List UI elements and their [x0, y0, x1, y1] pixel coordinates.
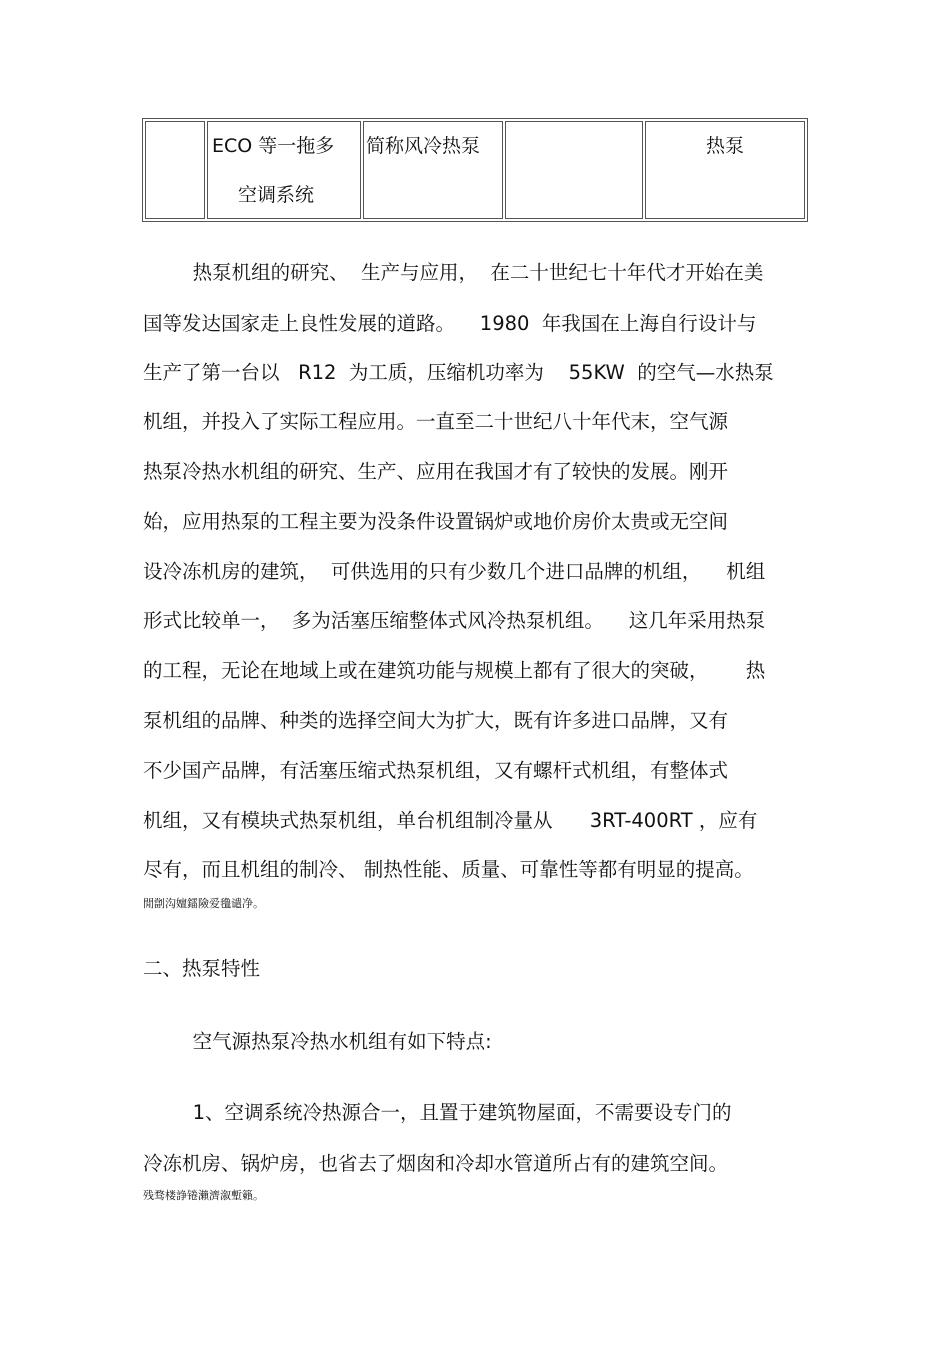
item-1-line: 1、空调系统冷热源合一，且置于建筑物屋面，不需要设专门的	[143, 1101, 732, 1124]
paragraph-1-footnote: 閒劏沟嬗鐳險爱氇谴净。	[143, 897, 264, 910]
paragraph-1-line: 机组，并投入了实际工程应用。一直至二十世纪八十年代末，空气源	[143, 410, 729, 433]
paragraph-1-line: 设冷冻机房的建筑， 可供选用的只有少数几个进口品牌的机组， 机组	[143, 560, 766, 583]
section-2-heading: 二、热泵特性	[143, 957, 261, 980]
section-2-intro: 空气源热泵冷热水机组有如下特点:	[143, 1030, 492, 1053]
paragraph-1-line: 形式比较单一， 多为活塞压缩整体式风冷热泵机组。 这几年采用热泵	[143, 609, 766, 632]
info-table	[142, 118, 808, 222]
table-cell-4	[505, 121, 643, 219]
paragraph-1-line: 不少国产品牌，有活塞压缩式热泵机组，又有螺杆式机组，有整体式	[143, 759, 729, 782]
paragraph-1-line: 热泵机组的研究、 生产与应用， 在二十世纪七十年代才开始在美	[143, 261, 764, 284]
table-cell-3: 简称风冷热泵	[363, 121, 503, 219]
paragraph-1-line: 始，应用热泵的工程主要为没条件设置锅炉或地价房价太贵或无空间	[143, 510, 729, 533]
table-cell-5-text: 热泵	[705, 135, 744, 157]
paragraph-1-line: 生产了第一台以 R12 为工质，压缩机功率为 55KW 的空气—水热泵	[143, 361, 774, 384]
paragraph-1-line: 机组，又有模块式热泵机组，单台机组制冷量从 3RT-400RT ，应有	[143, 809, 758, 832]
table-cell-2	[207, 121, 361, 219]
paragraph-1-line: 的工程，无论在地域上或在建筑功能与规模上都有了很大的突破， 热	[143, 659, 766, 682]
section-2-footnote: 残骛楼諍锩瀨濟溆塹籟。	[143, 1189, 264, 1202]
table-cell-5	[645, 121, 805, 219]
table-cell-2-line-1: ECO 等一拖多	[212, 135, 335, 157]
table-cell-1	[145, 121, 205, 219]
paragraph-1-line: 国等发达国家走上良性发展的道路。 1980 年我国在上海自行设计与	[143, 312, 757, 335]
item-1-line: 冷冻机房、锅炉房，也省去了烟囱和冷却水管道所占有的建筑空间。	[143, 1152, 729, 1175]
paragraph-1-line: 热泵冷热水机组的研究、生产、应用在我国才有了较快的发展。刚开	[143, 460, 729, 483]
table-cell-2-line-2: 空调系统	[238, 184, 315, 206]
paragraph-1-line: 泵机组的品牌、种类的选择空间大为扩大，既有许多进口品牌，又有	[143, 709, 729, 732]
paragraph-1-line: 尽有，而且机组的制冷、 制热性能、质量、可靠性等都有明显的提高。	[143, 858, 754, 881]
